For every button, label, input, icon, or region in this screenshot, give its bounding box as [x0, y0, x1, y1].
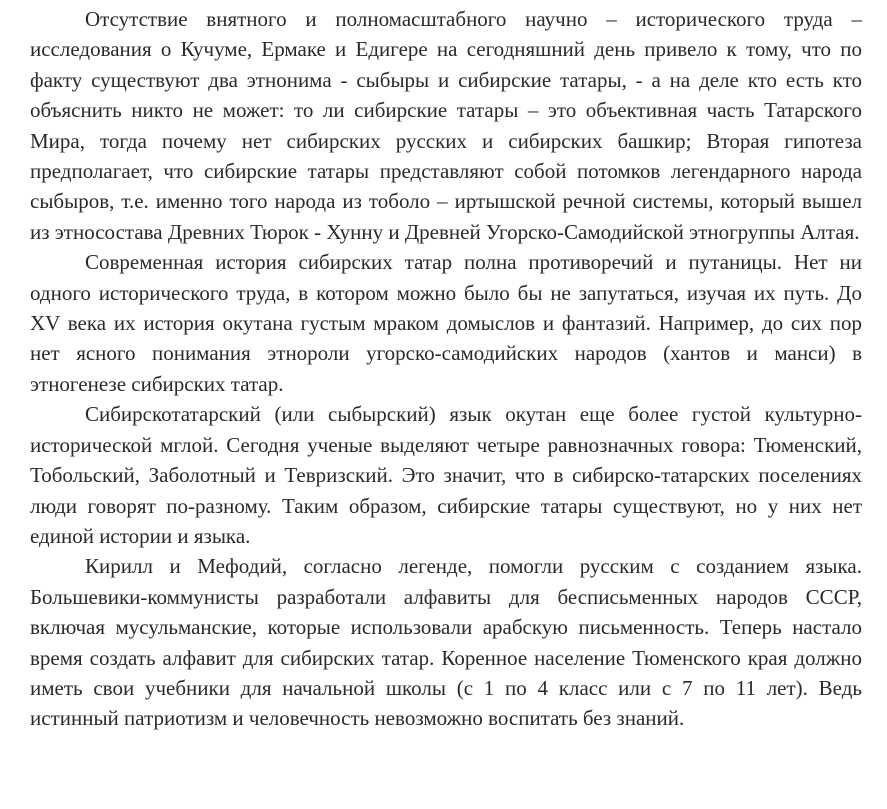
- document-page: [30, 4, 862, 734]
- paragraph-3: Сибирскотатарский (или сыбырский) язык окутан еще более густой культурно-исторической мглой. Сегодня ученые выделяют четыре равнозначных говора: Тюменский, Тобольский, Заболотный и Тевризский. Это значит, что в сибирско-татарских поселениях люди говорят по-разному. Таким образом, сибирские татары существуют, но у них нет единой истории и языка.: [30, 402, 862, 548]
- paragraph-1: Отсутствие внятного и полномасштабного научно – исторического труда – исследования о Кучуме, Ермаке и Едигере на сегодняшний день привело к тому, что по факту существуют два этнонима - сыбыры и сибирские татары, - а на деле кто есть кто объяснить никто не может: то ли сибирские татары – это объективная часть Татарского Мира, тогда почему нет сибирских русских и сибирских башкир; Вторая гипотеза предполагает, что сибирские татары представляют собой потомков легендарного народа сыбыров, т.е. именно того народа из тоболо – иртышской речной системы, который вышел из этносостава Древних Тюрок - Хунну и Древней Угорско-Самодийской этногруппы Алтая.: [30, 7, 862, 244]
- paragraph-4: Кирилл и Мефодий, согласно легенде, помогли русским с созданием языка. Большевики-коммунисты разработали алфавиты для бесписьменных народов СССР, включая мусульманские, которые использовали арабскую письменность. Теперь настало время создать алфавит для сибирских татар. Коренное население Тюменского края должно иметь свои учебники для начальной школы (с 1 по 4 класс или с 7 по 11 лет). Ведь истинный патриотизм и человечность невозможно воспитать без знаний.: [30, 554, 862, 731]
- paragraph-2: Современная история сибирских татар полна противоречий и путаницы. Нет ни одного исторического труда, в котором можно было бы не запутаться, изучая их путь. До XV века их история окутана густым мраком домыслов и фантазий. Например, до сих пор нет ясного понимания этнороли угорско-самодийских народов (хантов и манси) в этногенезе сибирских татар.: [30, 250, 862, 396]
